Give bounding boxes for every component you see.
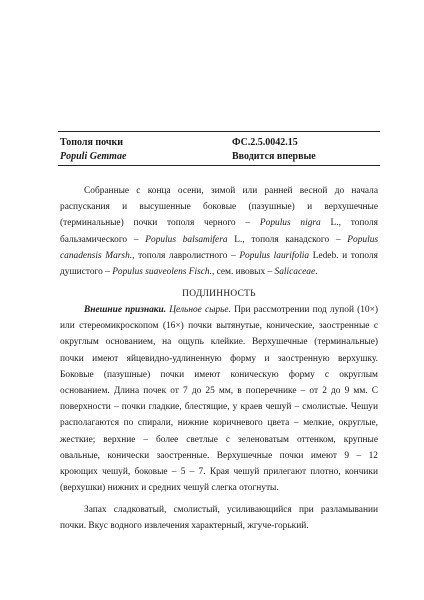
smell-taste-paragraph: [60, 502, 378, 534]
monograph-code: ФС.2.5.0042.15: [232, 137, 298, 148]
section-title: ПОДЛИННОСТЬ: [182, 289, 256, 299]
body-line: Внешние признаки. Цельное сырье. При рассмотрении под лупой (10×): [84, 305, 379, 315]
intro-paragraph: [60, 183, 378, 280]
body-line: овальные, конически заостренные. Верхушечные почки имеют 9 – 12: [60, 450, 378, 461]
title-ru: Тополя почки: [60, 137, 124, 148]
top-rule: [58, 131, 380, 132]
intro-line: Собранные с конца осени, зимой или ранней весной до начала: [84, 186, 378, 196]
body-line: располагаются по спирали, нижние коричневого цвета – мелкие, округлые,: [60, 418, 378, 429]
body-line: Боковые (пазушные) почки имеют коническую форму с округлым: [60, 369, 378, 380]
body-line: или стереомикроскопом (16×) почки вытянутые, конические, заостренные с: [60, 321, 378, 332]
description-paragraph: [60, 302, 378, 496]
intro-line: бальзамического – Populus balsamifera L., тополя канадского – Populus: [60, 234, 379, 245]
intro-line: (терминальные) почки тополя черного – Populus nigra L., тополя: [60, 218, 378, 229]
body-line: жесткие; верхние – более светлые с зеленоватым оттенком, крупные: [60, 434, 378, 445]
body-line: кроющих чешуй, боковые – 5 – 7. Края чешуй прилегают плотно, кончики: [60, 467, 378, 478]
intro-line: душистого – Populus suaveolens Fisch., сем. ивовых – Salicaceae.: [60, 267, 318, 278]
smell-line: Запах сладковатый, смолистый, усиливающийся при разламывании: [84, 505, 378, 515]
body-line: почки имеют яйцевидно-удлиненную форму и заостренную верхушку.: [60, 353, 378, 364]
status: Вводится впервые: [232, 151, 316, 162]
body-line: поверхности – почки гладкие, блестящие, у краев чешуй – смолистые. Чешуи: [60, 402, 378, 413]
header-rule: [58, 165, 380, 166]
title-lat: Populi Gemmae: [60, 151, 127, 162]
intro-line: canadensis Marsh., тополя лавролистного – Populus laurifolia Ledeb. и тополя: [60, 250, 378, 261]
body-line: (верхушки) нижних и средних чешуй слегка отогнуты.: [60, 483, 279, 494]
body-line: основанием. Длина почек от 7 до 25 мм, в поперечнике – от 2 до 9 мм. С: [60, 386, 378, 397]
intro-line: распускания и высушенные боковые (пазушные) и верхушечные: [60, 202, 378, 213]
smell-line: почки. Вкус водного извлечения характерный, жгуче-горький.: [60, 521, 309, 532]
body-line: округлым основанием, на ощупь клейкие. Верхушечные (терминальные): [60, 337, 378, 348]
